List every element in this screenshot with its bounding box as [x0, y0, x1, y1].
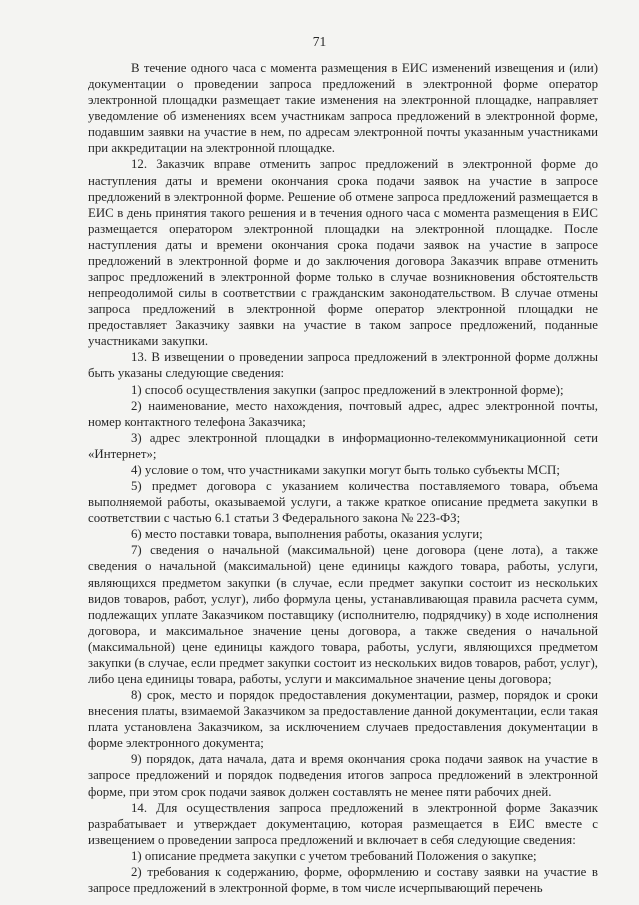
list-item: 7) сведения о начальной (максимальной) цене договора (цене лота), а также сведения о начальной (максимальной) цене единицы каждого товара, работы, услуги, являющихся предметом закупки (в случае, если предмет закупки состоит из нескольких видов товаров, работ, услуг), либо формула цены, устанавливающая правила расчета сумм, подлежащих уплате Заказчиком поставщику (исполнителю, подрядчику) в ходе исполнения договора, и максимальное значение цены договора, а также сведения о начальной (максимальной) цене единицы каждого товара, работы, услуги, являющихся предметом закупки (в случае, если предмет закупки состоит из нескольких видов товаров, работ, услуг), либо цена единицы товара, работы, услуги и максимальное значение цены договора; — [88, 543, 598, 686]
list-item: 2) наименование, место нахождения, почтовый адрес, адрес электронной почты, номер контактного телефона Заказчика; — [88, 398, 598, 429]
paragraph: 12. Заказчик вправе отменить запрос предложений в электронной форме до наступления даты и времени окончания срока подачи заявок на участие в запросе предложений в электронной форме. Решение об отмене запроса предложений размещается в ЕИС в день принятия такого решения и в течения одного часа с момента размещения в ЕИС размещается оператором электронной площадки на электронной площадке. После наступления даты и времени окончания срока подачи заявок на участие в запросе предложений в электронной форме и до заключения договора Заказчик вправе отменить запрос предложений в электронной форме только в случае возникновения обстоятельств непреодолимой силы в соответствии с гражданским законодательством. В случае отмены запроса предложений в электронной форме оператор электронной площадки не предоставляет Заказчику заявки на участие в таком запросе предложений, поданные участниками закупки. — [88, 157, 598, 349]
list-item: 2) требования к содержанию, форме, оформлению и составу заявки на участие в запросе предложений в электронной форме, в том числе исчерпывающий перечень — [88, 864, 598, 895]
document-body — [88, 60, 598, 896]
paragraph: 13. В извещении о проведении запроса предложений в электронной форме должны быть указаны следующие сведения: — [88, 350, 598, 381]
list-item: 3) адрес электронной площадки в информационно-телекоммуникационной сети «Интернет»; — [88, 430, 598, 461]
list-item: 5) предмет договора с указанием количества поставляемого товара, объема выполняемой работы, оказываемой услуги, а также краткое описание предмета закупки в соответствии с частью 6.1 статьи 3 Федерального закона № 223-ФЗ; — [88, 479, 598, 526]
paragraph: В течение одного часа с момента размещения в ЕИС изменений извещения и (или) документации о проведении запроса предложений в электронной форме оператор электронной площадки размещает такие изменения на электронной площадке, направляет уведомление об изменениях всем участникам запроса предложений в электронной форме, подавшим заявки на участие в нем, по адресам электронной почты указанным участниками при аккредитации на электронной площадке. — [88, 61, 598, 156]
list-item: 9) порядок, дата начала, дата и время окончания срока подачи заявок на участие в запросе предложений и порядок подведения итогов запроса предложений в электронной форме, при этом срок подачи заявок должен составлять не менее пяти рабочих дней. — [88, 752, 598, 799]
page-number: 71 — [312, 34, 327, 49]
list-item: 1) способ осуществления закупки (запрос предложений в электронной форме); — [131, 382, 564, 397]
list-item: 8) срок, место и порядок предоставления документации, размер, порядок и сроки внесения платы, взимаемой Заказчиком за предоставление данной документации, если такая плата установлена Заказчиком, за исключением случаев предоставления документации в форме электронного документа; — [88, 688, 598, 751]
list-item: 1) описание предмета закупки с учетом требований Положения о закупке; — [131, 848, 537, 863]
list-item: 4) условие о том, что участниками закупки могут быть только субъекты МСП; — [131, 462, 560, 477]
paragraph: 14. Для осуществления запроса предложений в электронной форме Заказчик разрабатывает и утверждает документацию, которая размещается в ЕИС вместе с извещением о проведении запроса предложений и включает в себя следующие сведения: — [88, 800, 598, 847]
list-item: 6) место поставки товара, выполнения работы, оказания услуги; — [131, 527, 483, 542]
